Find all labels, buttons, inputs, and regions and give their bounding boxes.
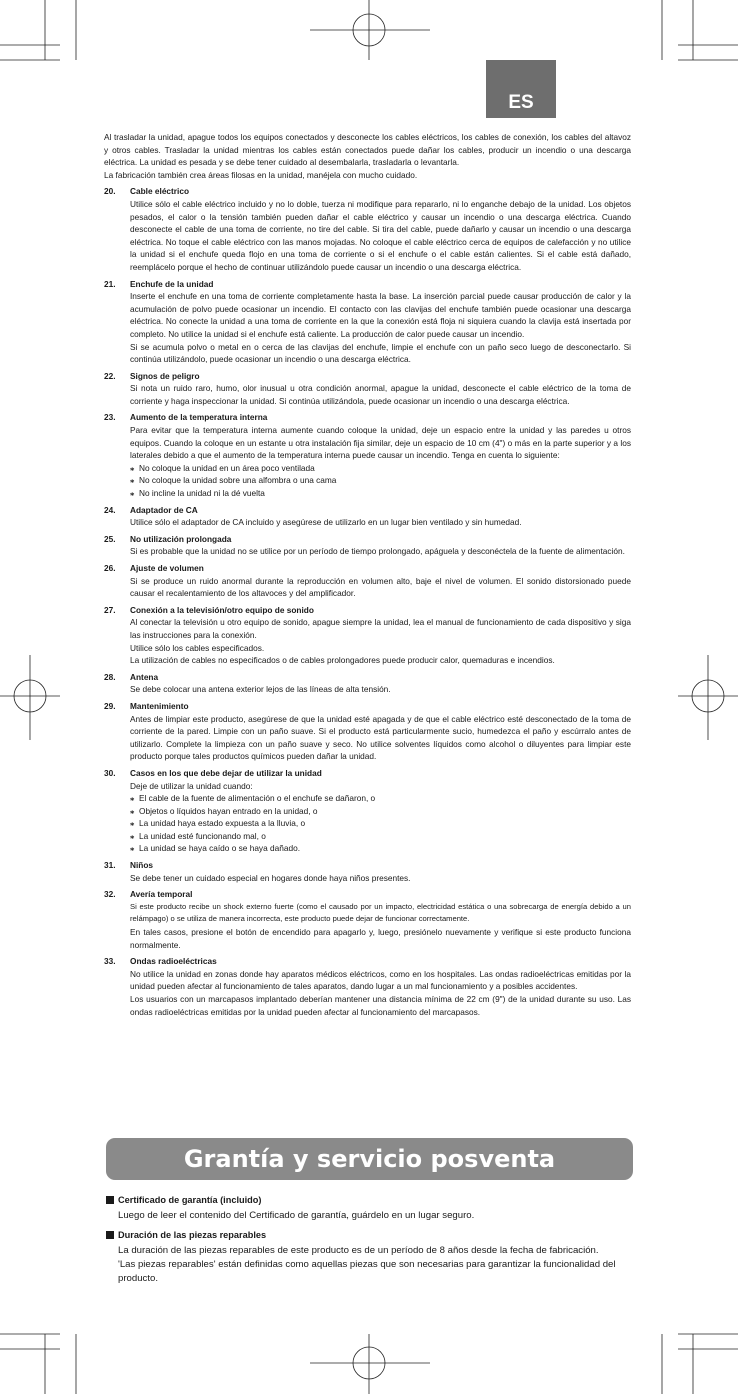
section-paragraph: Si se produce un ruido anormal durante la reproducción en volumen alto, baje el nivel de volumen. El sonido distorsionado puede causar el recalentamiento de los altavoces y del amplificador. xyxy=(130,575,631,599)
section-body xyxy=(130,516,631,529)
warranty-paragraph: 'Las piezas reparables' están definidas como aquellas piezas que son necesarias para garantizar la funcionalidad del producto. xyxy=(118,1259,616,1284)
asterisk-bullet-icon: ⁎ xyxy=(130,830,135,841)
section-title: No utilización prolongada xyxy=(130,533,232,544)
warranty-item-body xyxy=(118,1209,636,1223)
section-number: 26. xyxy=(104,563,116,573)
warranty-item-heading xyxy=(106,1228,636,1242)
bullet-item xyxy=(130,792,631,805)
section-22 xyxy=(104,370,631,408)
warranty-item xyxy=(106,1228,636,1286)
section-number: 21. xyxy=(104,278,116,289)
warranty-section xyxy=(106,1193,636,1291)
section-number: 31. xyxy=(104,860,116,871)
asterisk-bullet-icon: ⁎ xyxy=(130,793,135,804)
section-heading xyxy=(104,955,631,968)
section-heading xyxy=(104,700,631,713)
section-paragraph: Inserte el enchufe en una toma de corriente completamente hasta la base. La inserción parcial puede causar producción de calor y la acumulación de polvo puede ocasionar un incendio. El contacto con las clavijas del enchufe también puede ocasionar una descarga eléctrica. No conecte la unidad a una toma de corriente en la que la conexión está floja ni siquiera cuando la clavija está insertada por completo. No utilice la unidad si el enchufe está caliente. La producción de calor puede causar un incendio. xyxy=(130,291,631,339)
section-paragraph: En tales casos, presione el botón de encendido para apagarlo y, luego, presiónelo nuevamente y verifique si este producto funciona normalmente. xyxy=(130,927,631,950)
intro-paragraph: Al trasladar la unidad, apague todos los equipos conectados y desconecte los cables eléctricos, los cables de conexión, los cables del altavoz y otros cables. Trasladar la unidad mientras los cables están conectados puede dañar los cables, producir un incendio o una descarga eléctrica. La unidad es pesada y se debe tener cuidado al desembalarla, trasladarla o levantarla. xyxy=(104,132,631,168)
bullet-text: La unidad haya estado expuesta a la lluvia, o xyxy=(139,818,306,829)
section-23 xyxy=(104,411,631,499)
section-26 xyxy=(104,562,631,600)
section-paragraph: Utilice sólo los cables especificados. xyxy=(130,642,265,653)
section-heading xyxy=(104,504,631,517)
bullet-text: El cable de la fuente de alimentación o el enchufe se dañaron, o xyxy=(139,793,376,804)
safety-instructions xyxy=(104,131,631,1018)
section-paragraph: Deje de utilizar la unidad cuando: xyxy=(130,780,253,791)
bullet-text: No coloque la unidad en un área poco ventilada xyxy=(139,462,315,473)
section-paragraph: Si es probable que la unidad no se utilice por un período de tiempo prolongado, apáguela y desconéctela de la fuente de alimentación. xyxy=(130,546,625,557)
section-body xyxy=(130,545,631,558)
asterisk-bullet-icon: ⁎ xyxy=(130,475,135,486)
asterisk-bullet-icon: ⁎ xyxy=(130,818,135,829)
section-title: Niños xyxy=(130,860,154,871)
square-bullet-icon xyxy=(106,1231,114,1239)
section-body xyxy=(130,968,631,1018)
section-title: Conexión a la televisión/otro equipo de sonido xyxy=(130,604,314,615)
section-paragraph: Para evitar que la temperatura interna aumente cuando coloque la unidad, deje un espacio entre la unidad y las paredes u otros equipos. Cuando la coloque en un estante u otra instalación fija similar, deje un espacio de 10 cm (4") o más en la parte superior y a los laterales debido a que el aumento de la temperatura interna puede causar un incendio. Tenga en cuenta lo siguiente: xyxy=(130,425,631,461)
section-heading xyxy=(104,671,631,684)
section-number: 24. xyxy=(104,504,116,515)
section-heading xyxy=(104,888,631,901)
section-body xyxy=(130,424,631,500)
square-bullet-icon xyxy=(106,1196,114,1204)
section-title: Adaptador de CA xyxy=(130,504,198,515)
section-number: 27. xyxy=(104,604,116,615)
section-21 xyxy=(104,278,631,366)
section-body xyxy=(130,616,631,666)
section-paragraph: La utilización de cables no especificados o de cables prolongadores puede producir calor, quemaduras e incendios. xyxy=(130,655,555,666)
section-body xyxy=(130,290,631,366)
section-body xyxy=(130,575,631,600)
section-number: 30. xyxy=(104,767,116,778)
section-title: Avería temporal xyxy=(130,889,193,900)
bullet-item xyxy=(130,462,631,475)
section-heading xyxy=(104,533,631,546)
section-heading xyxy=(104,604,631,617)
section-paragraph: Se debe tener un cuidado especial en hogares donde haya niños presentes. xyxy=(130,872,411,883)
section-heading xyxy=(104,370,631,383)
section-heading xyxy=(104,859,631,872)
section-title: Enchufe de la unidad xyxy=(130,278,214,289)
section-heading xyxy=(104,185,631,198)
section-number: 25. xyxy=(104,533,116,544)
section-paragraph: Utilice sólo el cable eléctrico incluido y no lo doble, tuerza ni modifique para repararlo, ni lo enganche debajo de la unidad. Los objetos pesados, el calor o la tensión también pueden dañar el cable eléctrico y causar un incendio o una descarga eléctrica. Cuando desconecte el cable de una toma de corriente, no tire del cable. Si tira del cable, puede dañarlo y causar un incendio o una descarga eléctrica. No toque el cable eléctrico con las manos mojadas. No coloque el cable eléctrico cerca de equipos de calefacción y no utilice la unidad si el enchufe queda flojo en una toma de corriente o si el enchufe o el cable están calientes. Si el cable está dañado, reemplácelo porque el hecho de continuar utilizándolo puede causar un incendio o una descarga eléctrica. xyxy=(130,198,631,272)
section-20 xyxy=(104,185,631,273)
section-number: 32. xyxy=(104,889,116,900)
section-number: 22. xyxy=(104,370,116,381)
section-body xyxy=(130,872,631,885)
section-body xyxy=(130,683,631,696)
asterisk-bullet-icon: ⁎ xyxy=(130,462,135,473)
section-33 xyxy=(104,955,631,1018)
section-24 xyxy=(104,504,631,529)
section-28 xyxy=(104,671,631,696)
bullet-item xyxy=(130,842,631,855)
section-31 xyxy=(104,859,631,884)
section-paragraph: No utilice la unidad en zonas donde hay aparatos médicos eléctricos, como en los hospitales. Las ondas radioeléctricas emitidas por la unidad pueden afectar al funcionamiento de tales aparatos, dando lugar a un mal funcionamiento y a posibles accidentes. xyxy=(130,968,631,992)
asterisk-bullet-icon: ⁎ xyxy=(130,488,135,499)
section-paragraph: Si nota un ruido raro, humo, olor inusual u otra condición anormal, apague la unidad, desconecte el cable eléctrico de la toma de corriente y haga inspeccionar la unidad. Si continúa utilizándola, puede ocasionar un incendio o una descarga eléctrica. xyxy=(130,383,631,406)
section-body xyxy=(130,901,631,951)
section-title: Aumento de la temperatura interna xyxy=(130,412,268,423)
section-32 xyxy=(104,888,631,951)
warranty-item-heading xyxy=(106,1193,636,1207)
section-title: Casos en los que debe dejar de utilizar la unidad xyxy=(130,767,322,778)
bullet-item xyxy=(130,817,631,830)
section-25 xyxy=(104,533,631,558)
section-number: 23. xyxy=(104,412,116,423)
section-paragraph: Utilice sólo el adaptador de CA incluido y asegúrese de utilizarlo en un lugar bien ventilado y sin humedad. xyxy=(130,517,522,528)
warranty-item xyxy=(106,1193,636,1223)
section-heading xyxy=(104,767,631,780)
bullet-item xyxy=(130,474,631,487)
section-title: Antena xyxy=(130,671,159,682)
warranty-paragraph: La duración de las piezas reparables de este producto es de un período de 8 años desde la fecha de fabricación. xyxy=(118,1245,599,1256)
section-number: 20. xyxy=(104,186,116,197)
section-paragraph: Si se acumula polvo o metal en o cerca de las clavijas del enchufe, limpie el enchufe con un paño seco luego de desconectarlo. Si continúa utilizándolo, puede ocasionar un incendio o una descarga eléctrica. xyxy=(130,341,631,365)
section-29 xyxy=(104,700,631,763)
section-paragraph: Los usuarios con un marcapasos implantado deberían mantener una distancia mínima de 22 cm (9") de la unidad durante su uso. Las ondas radioeléctricas emitidas por la unidad pueden afectar al funcionamiento del marcapasos. xyxy=(130,994,631,1017)
warranty-item-body xyxy=(118,1244,636,1286)
section-paragraph: Si este producto recibe un shock externo fuerte (como el causado por un impacto, electricidad estática o una sobrecarga de energía debido a un relámpago) o se utiliza de manera incorrecta, este producto puede dejar de funcionar correctamente. xyxy=(130,901,631,924)
bullet-text: Objetos o líquidos hayan entrado en la unidad, o xyxy=(139,805,318,816)
section-number: 28. xyxy=(104,671,116,682)
section-body xyxy=(130,780,631,856)
bullet-text: No incline la unidad ni la dé vuelta xyxy=(139,488,265,499)
warranty-item-title: Certificado de garantía (incluido) xyxy=(118,1195,262,1205)
bullet-text: La unidad se haya caído o se haya dañado. xyxy=(139,843,300,854)
warranty-item-title: Duración de las piezas reparables xyxy=(118,1230,267,1240)
asterisk-bullet-icon: ⁎ xyxy=(130,805,135,816)
section-heading xyxy=(104,278,631,291)
section-heading xyxy=(104,562,631,575)
bullet-item xyxy=(130,487,631,500)
section-paragraph: Antes de limpiar este producto, asegúrese de que la unidad esté apagada y de que el cable eléctrico esté desconectado de la toma de corriente de la pared. Limpie con un paño suave. Si el producto está particularmente sucio, humedezca el paño y escúrralo antes de utilizarlo. Complete la limpieza con un paño suave y seco. No utilice solventes líquidos como alcohol o diluyentes para limpiar este producto porque tales productos químicos pueden dañar la unidad. xyxy=(130,713,631,762)
section-title: Signos de peligro xyxy=(130,370,200,381)
section-number: 29. xyxy=(104,700,116,711)
section-27 xyxy=(104,604,631,667)
section-title: Mantenimiento xyxy=(130,700,189,711)
section-body xyxy=(130,382,631,407)
bullet-item xyxy=(130,830,631,843)
bullet-item xyxy=(130,805,631,818)
intro-paragraph: La fabricación también crea áreas filosas en la unidad, manéjela con mucho cuidado. xyxy=(104,169,418,180)
section-30 xyxy=(104,767,631,855)
section-body xyxy=(130,198,631,274)
section-title: Ondas radioeléctricas xyxy=(130,956,217,967)
warranty-banner: Grantía y servicio posventa xyxy=(106,1138,633,1180)
warranty-paragraph: Luego de leer el contenido del Certificado de garantía, guárdelo en un lugar seguro. xyxy=(118,1210,475,1221)
section-paragraph: Se debe colocar una antena exterior lejos de las líneas de alta tensión. xyxy=(130,684,391,695)
language-tab: ES xyxy=(486,60,556,118)
section-number: 33. xyxy=(104,956,116,967)
asterisk-bullet-icon: ⁎ xyxy=(130,843,135,854)
intro-block xyxy=(104,131,631,181)
section-title: Ajuste de volumen xyxy=(130,563,204,573)
bullet-text: No coloque la unidad sobre una alfombra o una cama xyxy=(139,475,337,486)
section-body xyxy=(130,713,631,763)
section-heading xyxy=(104,411,631,424)
section-paragraph: Al conectar la televisión u otro equipo de sonido, apague siempre la unidad, lea el manual de funcionamiento de cada dispositivo y siga las instrucciones para la conexión. xyxy=(130,617,631,640)
bullet-text: La unidad esté funcionando mal, o xyxy=(139,830,266,841)
section-title: Cable eléctrico xyxy=(130,186,190,197)
